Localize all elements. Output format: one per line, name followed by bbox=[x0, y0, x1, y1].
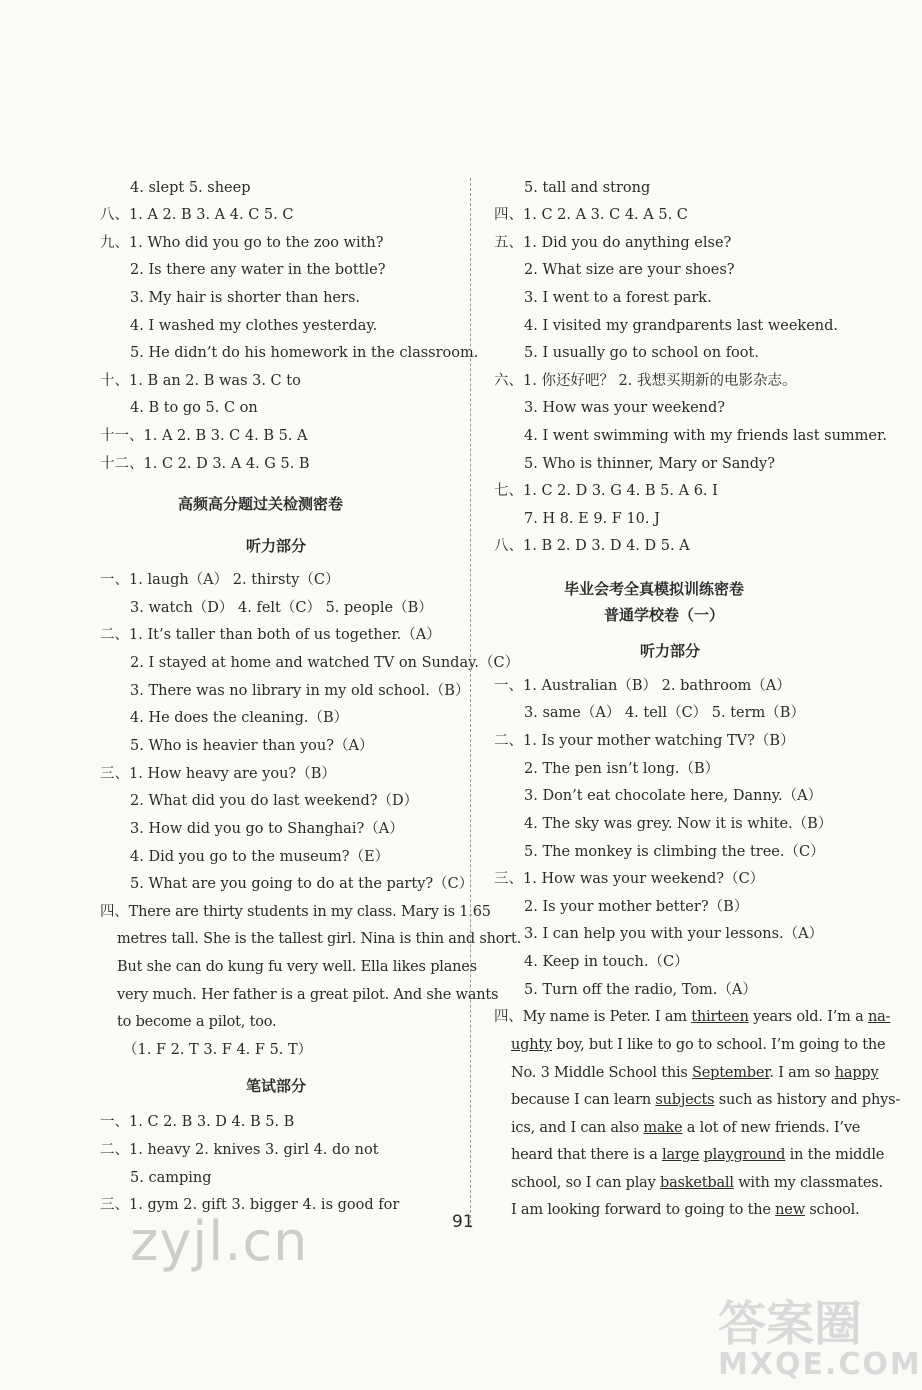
answer-line: 七、1. C 2. D 3. G 4. B 5. A 6. I bbox=[494, 483, 718, 499]
answer-line: 八、1. A 2. B 3. A 4. C 5. C bbox=[100, 207, 294, 223]
answer-line: （1. F 2. T 3. F 4. F 5. T） bbox=[123, 1042, 313, 1058]
passage-text: in the middle bbox=[785, 1147, 885, 1163]
passage-line bbox=[511, 1118, 860, 1138]
section-heading: 听力部分 bbox=[640, 642, 701, 660]
answer-line: 4. The sky was grey. Now it is white.（B） bbox=[524, 816, 833, 832]
column-divider bbox=[470, 178, 471, 1228]
answer-line: 三、1. How was your weekend?（C） bbox=[494, 871, 765, 887]
answer-line: 3. My hair is shorter than hers. bbox=[130, 290, 360, 306]
answer-line: 十、1. B an 2. B was 3. C to bbox=[100, 373, 301, 389]
passage-text: because I can learn bbox=[511, 1092, 656, 1108]
zyjl-watermark: zyjl.cn bbox=[130, 1210, 309, 1273]
answer-line: 2. Is there any water in the bottle? bbox=[130, 262, 386, 278]
answer-line: 4. Did you go to the museum?（E） bbox=[130, 849, 390, 865]
filled-answer: large bbox=[662, 1147, 700, 1163]
answer-line: 4. B to go 5. C on bbox=[130, 400, 258, 416]
answer-line: 二、1. It’s taller than both of us together.（A） bbox=[100, 627, 441, 643]
answer-line: 3. same（A） 4. tell（C） 5. term（B） bbox=[524, 705, 805, 721]
answer-line: 3. watch（D） 4. felt（C） 5. people（B） bbox=[130, 600, 433, 616]
section-heading: 听力部分 bbox=[246, 537, 307, 555]
passage-text: heard that there is a bbox=[511, 1147, 663, 1163]
passage-text: school, so I can play bbox=[511, 1175, 661, 1191]
answer-line: 2. What size are your shoes? bbox=[524, 262, 735, 278]
passage-text: with my classmates. bbox=[733, 1175, 883, 1191]
answer-line: 4. I visited my grandparents last weekend. bbox=[524, 318, 839, 334]
answer-line: 五、1. Did you do anything else? bbox=[494, 235, 732, 251]
answer-line: 四、1. C 2. A 3. C 4. A 5. C bbox=[494, 207, 688, 223]
answer-line: 7. H 8. E 9. F 10. J bbox=[524, 511, 660, 527]
answer-line: 4. Keep in touch.（C） bbox=[524, 954, 689, 970]
answer-line: 3. I went to a forest park. bbox=[524, 290, 712, 306]
answer-line: 八、1. B 2. D 3. D 4. D 5. A bbox=[494, 538, 690, 554]
filled-answer: subjects bbox=[655, 1092, 715, 1108]
answer-line: 5. I usually go to school on foot. bbox=[524, 345, 759, 361]
answer-line: 一、1. laugh（A） 2. thirsty（C） bbox=[100, 572, 340, 588]
passage-text: school. bbox=[804, 1202, 860, 1218]
passage-line bbox=[511, 1035, 885, 1055]
filled-answer: happy bbox=[834, 1065, 879, 1081]
filled-answer: na- bbox=[867, 1009, 891, 1025]
answer-line: 3. There was no library in my old school.（B） bbox=[130, 683, 470, 699]
answer-line: 九、1. Who did you go to the zoo with? bbox=[100, 235, 384, 251]
filled-answer: new bbox=[775, 1202, 805, 1218]
answer-line: 2. What did you do last weekend?（D） bbox=[130, 793, 419, 809]
answer-line: 5. Who is thinner, Mary or Sandy? bbox=[524, 456, 775, 472]
passage-line bbox=[511, 1173, 883, 1193]
section-heading: 毕业会考全真模拟训练密卷 bbox=[564, 580, 745, 598]
answer-line: 三、1. gym 2. gift 3. bigger 4. is good for bbox=[100, 1197, 400, 1213]
passage-line bbox=[511, 1090, 900, 1110]
answer-line: very much. Her father is a great pilot. And she wants bbox=[117, 987, 499, 1003]
answer-line: 四、There are thirty students in my class. Mary is 1.65 bbox=[100, 904, 491, 920]
passage-line bbox=[494, 1007, 890, 1027]
page-number: 91 bbox=[452, 1212, 474, 1232]
answer-line: 三、1. How heavy are you?（B） bbox=[100, 766, 336, 782]
answer-line: 5. Turn off the radio, Tom.（A） bbox=[524, 982, 757, 998]
filled-answer: thirteen bbox=[691, 1009, 749, 1025]
filled-answer: September bbox=[692, 1065, 770, 1081]
filled-answer: playground bbox=[703, 1147, 786, 1163]
passage-text: ics, and I can also bbox=[511, 1120, 644, 1136]
passage-text: . I am so bbox=[769, 1065, 835, 1081]
answer-line: 二、1. Is your mother watching TV?（B） bbox=[494, 733, 795, 749]
passage-line bbox=[511, 1063, 879, 1083]
passage-text: No. 3 Middle School this bbox=[511, 1065, 693, 1081]
passage-line bbox=[511, 1200, 860, 1220]
answer-line: 3. How did you go to Shanghai?（A） bbox=[130, 821, 404, 837]
answer-line: 2. The pen isn’t long.（B） bbox=[524, 761, 720, 777]
answer-line: 3. Don’t eat chocolate here, Danny.（A） bbox=[524, 788, 823, 804]
answer-line: 一、1. Australian（B） 2. bathroom（A） bbox=[494, 678, 791, 694]
answer-line: 六、1. 你还好吧？ 2. 我想买期新的电影杂志。 bbox=[494, 373, 797, 389]
passage-text: a lot of new friends. I’ve bbox=[682, 1120, 861, 1136]
answer-line: 4. slept 5. sheep bbox=[130, 180, 251, 196]
answer-line: But she can do kung fu very well. Ella likes planes bbox=[117, 959, 477, 975]
answer-line: 5. camping bbox=[130, 1170, 212, 1186]
passage-text: such as history and phys- bbox=[714, 1092, 901, 1108]
answer-line: 4. He does the cleaning.（B） bbox=[130, 710, 349, 726]
section-heading: 高频高分题过关检测密卷 bbox=[178, 495, 344, 513]
answer-line: 5. What are you going to do at the party?（C） bbox=[130, 876, 474, 892]
answer-line: 5. He didn’t do his homework in the classroom. bbox=[130, 345, 479, 361]
answer-line: metres tall. She is the tallest girl. Nina is thin and short. bbox=[117, 931, 522, 947]
filled-answer: basketball bbox=[660, 1175, 734, 1191]
answer-line: to become a pilot, too. bbox=[117, 1014, 277, 1030]
answer-line: 4. I went swimming with my friends last summer. bbox=[524, 428, 887, 444]
mxqe-watermark-bottom: MXQE.COM bbox=[718, 1347, 922, 1382]
answer-line: 5. Who is heavier than you?（A） bbox=[130, 738, 374, 754]
answer-line: 二、1. heavy 2. knives 3. girl 4. do not bbox=[100, 1142, 379, 1158]
passage-text: years old. I’m a bbox=[748, 1009, 868, 1025]
answer-line: 一、1. C 2. B 3. D 4. B 5. B bbox=[100, 1114, 295, 1130]
section-heading: 普通学校卷（一） bbox=[604, 606, 725, 624]
passage-text: 四、My name is Peter. I am bbox=[494, 1009, 692, 1025]
passage-text: boy, but I like to go to school. I’m going to the bbox=[551, 1037, 886, 1053]
answer-line: 2. Is your mother better?（B） bbox=[524, 899, 749, 915]
passage-text: I am looking forward to going to the bbox=[511, 1202, 776, 1218]
mxqe-watermark-top: 答案圈 bbox=[718, 1296, 863, 1352]
answer-line: 十一、1. A 2. B 3. C 4. B 5. A bbox=[100, 428, 308, 444]
answer-line: 2. I stayed at home and watched TV on Sunday.（C） bbox=[130, 655, 520, 671]
answer-line: 十二、1. C 2. D 3. A 4. G 5. B bbox=[100, 456, 310, 472]
passage-line bbox=[511, 1145, 884, 1165]
answer-line: 5. The monkey is climbing the tree.（C） bbox=[524, 844, 825, 860]
filled-answer: make bbox=[643, 1120, 683, 1136]
answer-line: 4. I washed my clothes yesterday. bbox=[130, 318, 378, 334]
answer-line: 3. I can help you with your lessons.（A） bbox=[524, 926, 824, 942]
filled-answer: ughty bbox=[511, 1037, 552, 1053]
answer-line: 5. tall and strong bbox=[524, 180, 651, 196]
section-heading: 笔试部分 bbox=[246, 1077, 307, 1095]
answer-line: 3. How was your weekend? bbox=[524, 400, 726, 416]
mxqe-watermark bbox=[718, 1296, 922, 1382]
